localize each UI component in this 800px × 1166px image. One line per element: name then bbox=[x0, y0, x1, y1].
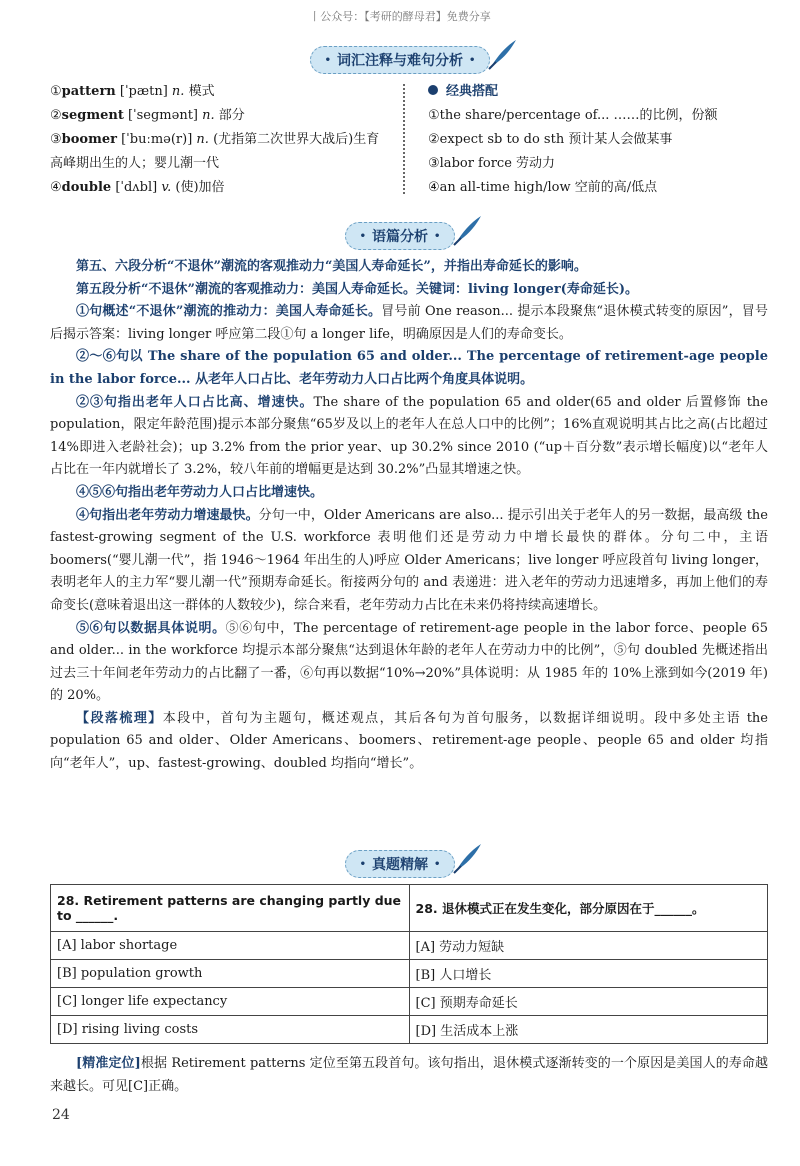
analysis-line: 第五、六段分析“不退休”潮流的客观推动力“美国人寿命延长”，并指出寿命延长的影响。 bbox=[76, 259, 587, 274]
collocation-item: ④an all-time high/low 空前的高/低点 bbox=[428, 180, 658, 195]
analysis-paragraph: ①句概述“不退休”潮流的推动力：美国人寿命延长。冒号前 One reason... 提示本段聚焦“退休模式转变的原因”，冒号后揭示答案：living longer 呼应第二段①句 a longer life，明确原因是人们的寿命变长。 bbox=[50, 304, 768, 342]
quill-icon bbox=[450, 841, 484, 875]
table-row bbox=[51, 988, 768, 1016]
collocation-item: ③labor force 劳动力 bbox=[428, 156, 556, 171]
option-en: [C] longer life expectancy bbox=[51, 988, 410, 1016]
option-zh: [A] 劳动力短缺 bbox=[409, 932, 768, 960]
question-table bbox=[50, 884, 768, 1044]
page-number: 24 bbox=[52, 1107, 70, 1123]
header-note: 丨公众号：【考研的酵母君】免费分享 bbox=[309, 10, 491, 23]
quill-icon bbox=[450, 213, 484, 247]
collocation-item: ①the share/percentage of... ……的比例，份额 bbox=[428, 108, 718, 123]
vocab-item: ②segment [ˈsegmənt] n. 部分 bbox=[50, 108, 245, 123]
precise-label: [精准定位] bbox=[76, 1056, 141, 1071]
option-en: [B] population growth bbox=[51, 960, 410, 988]
option-zh: [C] 预期寿命延长 bbox=[409, 988, 768, 1016]
table-row bbox=[51, 960, 768, 988]
paragraph-summary: 【段落梳理】本段中，首句为主题句，概述观点，其后各句为首句服务，以数据详细说明。段中多处主语 the population 65 and older、Older Americans、boomers、retirement-age people、people 65 and older 均指向“老年人”，up、fastest-growing、doubled 均指向“增长”。 bbox=[50, 710, 768, 772]
analysis-paragraph: ②～⑥句以 The share of the population 65 and older... The percentage of retirement-age people in the labor force... 从老年人口占比、老年劳动力人口占比两个角度具体说明。 bbox=[50, 349, 768, 387]
vocab-list bbox=[50, 80, 390, 200]
table-row bbox=[51, 885, 768, 932]
table-row bbox=[51, 932, 768, 960]
text-analysis bbox=[50, 256, 768, 776]
analysis-paragraph: ④⑤⑥句指出老年劳动力人口占比增速快。 bbox=[76, 484, 324, 500]
analysis-paragraph: ⑤⑥句以数据具体说明。⑤⑥句中，The percentage of retirement-age people in the labor force、people 65 and older... in the workforce 均提示本部分聚焦“达到退休年龄的老年人在劳动力中的比例”，⑤句 doubled 先概述指出过去三十年间老年劳动力的占比翻了一番，⑥句再以数据“10%→20%”具体说明：从 1985 年的 10%上涨到如今(2019 年)的 20%。 bbox=[50, 620, 768, 704]
precise-text: 根据 Retirement patterns 定位至第五段首句。该句指出，退休模式逐渐转变的一个原因是美国人的寿命越来越长。可见[C]正确。 bbox=[50, 1056, 768, 1094]
option-zh: [B] 人口增长 bbox=[409, 960, 768, 988]
quill-icon bbox=[485, 37, 519, 71]
question-section-title: 真题精解 bbox=[372, 857, 428, 873]
text-section-title: 语篇分析 bbox=[372, 229, 428, 245]
question-stem-en: 28. Retirement patterns are changing partly due to ______. bbox=[51, 885, 410, 932]
precise-location bbox=[50, 1052, 768, 1098]
vocab-section-title: 词汇注释与难句分析 bbox=[337, 53, 463, 69]
text-section-banner: • 语篇分析 • bbox=[0, 222, 800, 250]
bullet-icon bbox=[428, 85, 438, 95]
column-divider bbox=[403, 84, 415, 194]
analysis-line: 第五段分析“不退休”潮流的客观推动力：美国人寿命延长。关键词：living longer(寿命延长)。 bbox=[76, 281, 638, 297]
option-zh: [D] 生活成本上涨 bbox=[409, 1016, 768, 1044]
collocation-item: ②expect sb to do sth 预计某人会做某事 bbox=[428, 132, 673, 147]
vocab-item: ④double [ˈdʌbl] v. (使)加倍 bbox=[50, 180, 225, 195]
question-stem-zh: 28. 退休模式正在发生变化，部分原因在于______。 bbox=[409, 885, 768, 932]
option-en: [A] labor shortage bbox=[51, 932, 410, 960]
vocab-item: ①pattern [ˈpætn] n. 模式 bbox=[50, 84, 215, 99]
analysis-paragraph: ④句指出老年劳动力增速最快。分句一中，Older Americans are also... 提示引出关于老年人的另一数据，最高级 the fastest-growing segment of the U.S. workforce 表明他们还是劳动力中增长最快的群体。分句二中，主语 boomers(“婴儿潮一代”，指 1946～1964 年出生的人)呼应 Older Americans；live longer 呼应段首句 living longer，表明老年人的主力军“婴儿潮一代”预期寿命延长。衔接两分句的 and 表递进：进入老年的劳动力迅速增多，再加上他们的寿命变长(意味着退出这一群体的人数较少)，综合来看，老年劳动力占比在未来仍将持续高速增长。 bbox=[50, 507, 768, 613]
collocation-heading: 经典搭配 bbox=[428, 80, 768, 104]
vocab-item: ③boomer [ˈbuːmə(r)] n. (尤指第二次世界大战后)生育高峰期出生的人；婴儿潮一代 bbox=[50, 132, 380, 171]
vocab-section-banner: • 词汇注释与难句分析 • bbox=[0, 46, 800, 74]
option-en: [D] rising living costs bbox=[51, 1016, 410, 1044]
collocation-list bbox=[428, 80, 768, 200]
question-section-banner: • 真题精解 • bbox=[0, 850, 800, 878]
table-row bbox=[51, 1016, 768, 1044]
analysis-paragraph: ②③句指出老年人口占比高、增速快。The share of the population 65 and older(65 and older 后置修饰 the population，限定年龄范围)提示本部分聚焦“65岁及以上的老年人在总人口中的比例”；16%直观说明其占比之高(占比超过14%即进入老龄社会)；up 3.2% from the prior year、up 30.2% since 2010 (“up＋百分数”表示增长幅度)以“老年人占比在一年内就增长了 3.2%，较八年前的增幅更是达到 30.2%”凸显其增速之快。 bbox=[50, 394, 768, 478]
